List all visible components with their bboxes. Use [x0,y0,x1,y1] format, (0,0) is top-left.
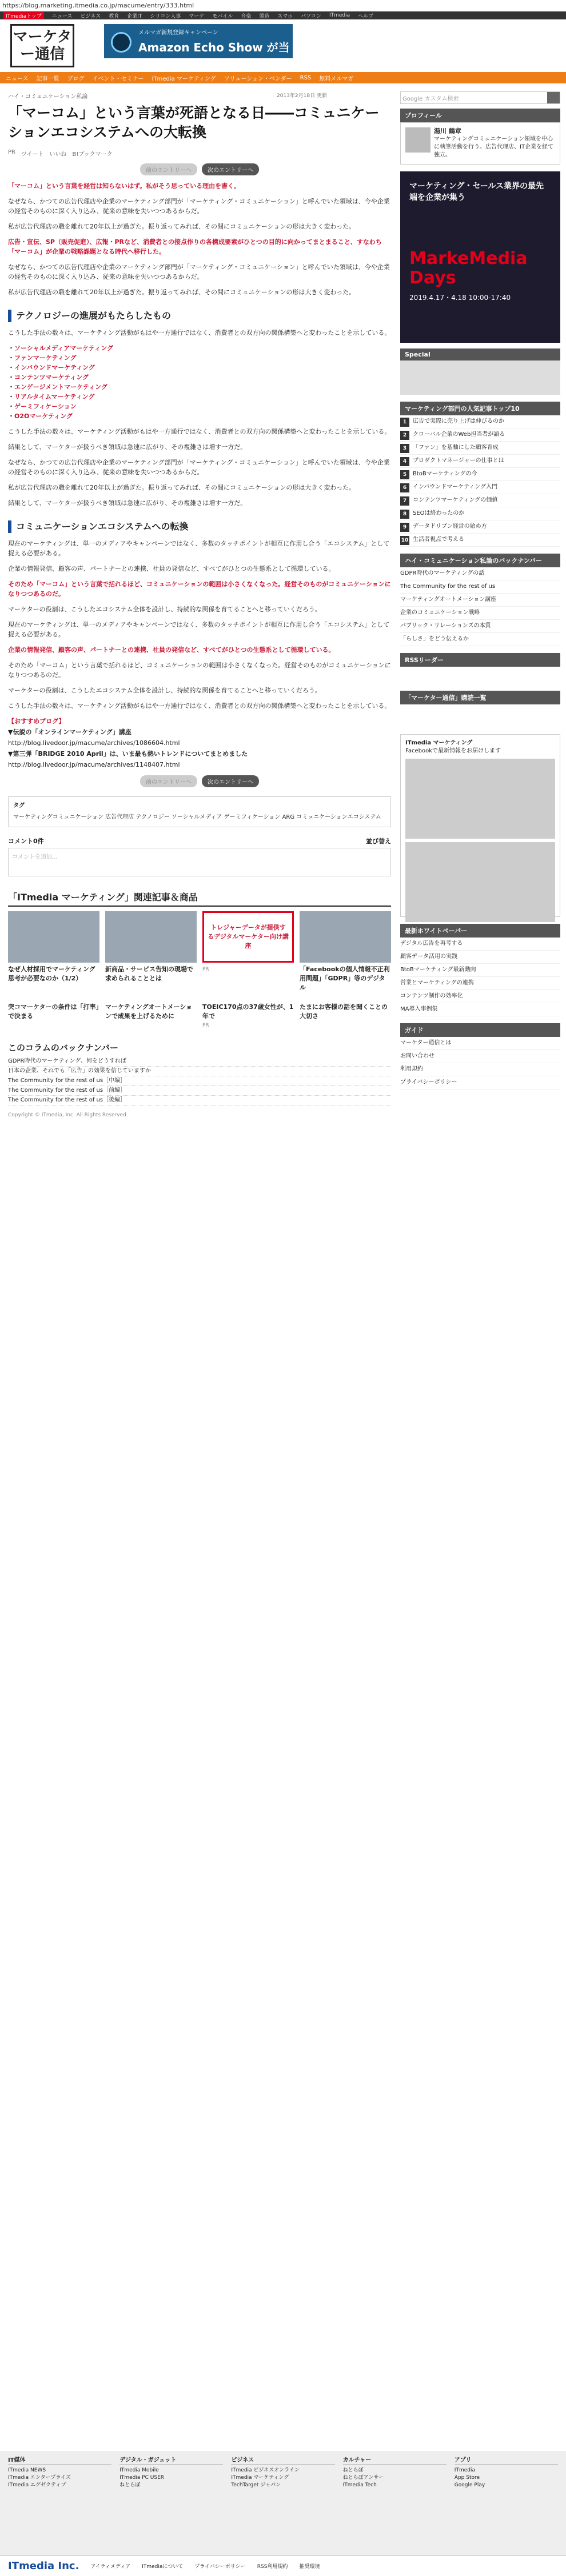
backnumber-item[interactable]: The Community for the rest of us［前編］ [8,1086,391,1096]
search-input[interactable]: Google カスタム検索 [402,96,459,102]
rank-number: 6 [400,483,409,492]
ranking-item[interactable] [400,442,560,455]
masthead [0,19,566,72]
list-item[interactable]: プライバシーポリシー [400,1076,560,1089]
section-nav-item[interactable]: イベント・セミナー [92,75,144,82]
comment-header [8,836,391,846]
prev-entry-button[interactable]: 前のエントリーへ [140,775,197,787]
footer-column [8,2457,111,2489]
footer-bottom-link[interactable]: ITmediaについて [142,2564,184,2570]
guide-box [400,1023,560,1089]
ranking-box [400,402,560,547]
refs-title: 【おすすめブログ】 [8,718,65,725]
sidebar-ad[interactable] [400,171,560,343]
ranking-item[interactable] [400,428,560,442]
footer-link[interactable]: ねとらぼ [119,2482,141,2488]
related-card-title: 「Facebookの個人情報不正利用問題」「GDPR」等のデジタル [300,966,390,991]
body-paragraph: こうした手法の数々は、マーケティング活動がもはや一方通行ではなく、消費者との双方向の関係構築へと変わったことを示している。 [8,329,391,336]
related-grid-2 [8,1003,391,1030]
whitepaper-box [400,924,560,1016]
breadcrumb[interactable]: ハイ・コミュニケーション私論 [8,94,88,100]
section-nav-item[interactable]: RSS [300,74,312,81]
footer-bottom [0,2555,566,2576]
copyright: Copyright © ITmedia, Inc. All Rights Reserved. [8,1112,128,1118]
footer-column [343,2457,447,2489]
column-backnumber-box [400,554,560,646]
ranking-item[interactable] [400,455,560,468]
site-logo[interactable]: マーケター通信 [10,24,74,67]
related-card-source: PR [202,1023,209,1028]
body-paragraph: 企業の情報発信、顧客の声、パートナーとの連携、社員の発信など、すべてがひとつの生態系として循環している。 [8,565,335,572]
related-card-title: TOEIC170点の37歳女性が、1年で [202,1003,294,1020]
top-nav-item[interactable]: ニュース [51,13,73,19]
footer-bottom-link[interactable]: プライバシーポリシー [194,2564,246,2570]
ranking-item[interactable] [400,481,560,494]
ranking-item[interactable] [400,494,560,507]
related-thumb-highlight: トレジャーデータが提供するデジタルマーケター向け講座 [202,911,294,963]
footer-column-title: カルチャー [343,2457,447,2465]
whitepaper-list [400,938,560,1016]
footer-link[interactable]: ITmedia エグゼクティブ [8,2482,66,2488]
list-item[interactable]: お問い合わせ [400,1050,560,1063]
body-paragraph: こうした手法の数々は、マーケティング活動がもはや一方通行ではなく、消費者との双方向の関係構築へと変わったことを示している。 [8,428,391,435]
related-thumb [105,911,197,963]
top-nav [0,11,566,19]
banner-title: Amazon Echo Show が当たる [138,41,290,71]
related-card[interactable] [105,1003,197,1030]
top-nav-item[interactable]: モバイル [212,13,233,19]
section-nav-item[interactable]: 記事一覧 [36,75,59,82]
ranking-title: マーケティング部門の人気記事トップ10 [400,402,560,415]
next-entry-button[interactable]: 次のエントリーへ [202,163,259,175]
column-backnumber-title: ハイ・コミュニケーション私論のバックナンバー [400,554,560,567]
body-paragraph: 現在のマーケティングは、単一のメディアやキャンペーンではなく、多数のタッチポイントが相互に作用し合う「エコシステム」として捉える必要がある。 [8,621,390,638]
avatar [405,127,431,153]
top-nav-item[interactable]: パソコン [301,13,321,19]
footer-link[interactable]: ITmedia マーケティング [231,2475,289,2481]
rss-box [400,653,560,684]
backnumber-title: このコラムのバックナンバー [8,1043,119,1053]
prev-entry-button[interactable]: 前のエントリーへ [140,163,197,175]
body-paragraph: 広告・宣伝、SP（販売促進）、広報・PRなど、消費者との接点作りの各構成要素がひとつの目的に向かってまとまること、すなわち「マーコム」が企業の戦略課題となる時代へ移行した。 [8,238,382,255]
related-card[interactable] [300,911,391,992]
ref-link[interactable]: http://blog.livedoor.jp/macume/archives/1148407.html [8,761,180,768]
lead-paragraph: 「マーコム」という言葉を経営は知らないはず。私がそう思っている理由を書く。 [8,182,240,190]
list-item[interactable]: 顧客データ活用の実践 [400,951,560,964]
ad-title: MarkeMedia Days [409,249,528,288]
top-nav-item[interactable]: 音楽 [241,13,252,19]
comment-sort[interactable]: 並び替え [366,838,391,845]
rank-number: 1 [400,418,409,427]
fb-page-name[interactable]: ITmedia マーケティング [405,740,473,746]
footer-column-title: デジタル・ガジェット [119,2457,223,2465]
column-backnumber-list [400,567,560,646]
related-card-title: なぜ人材採用でマーケティング思考が必要なのか（1/2） [8,966,95,982]
itmedia-logo[interactable]: ITmedia Inc. [8,2560,79,2572]
echo-device-icon [111,32,131,53]
list-item[interactable]: パブリック・リレーションズの本質 [400,620,560,633]
list-item[interactable]: マーケター通信とは [400,1037,560,1050]
footer-column-title: IT媒体 [8,2457,111,2465]
facebook-widget [400,734,560,917]
tag-list[interactable]: マーケティングコミュニケーション 広告代理店 テクノロジー ソーシャルメディア ゲーミフィケーション ARG コミュニケーションエコシステム [13,814,381,820]
backnumber-item[interactable]: The Community for the rest of us［後編］ [8,1096,391,1105]
ref-link[interactable]: http://blog.livedoor.jp/macume/archives/1086604.html [8,739,180,747]
related-card[interactable] [8,1003,99,1030]
technique-list [8,343,391,421]
profile-content [400,122,560,165]
share-bar [8,149,391,158]
top-nav-item[interactable]: ヘルプ [358,13,374,19]
ranking-item-title: 広告で実際に売り上げは伸びるのか [413,418,504,424]
body-paragraph: そのため「マーコム」という言葉で括れるほど、コミュニケーションの範囲は小さくなくなった。経営そのものがコミュニケーションになりつつあるのだ。 [8,580,391,598]
comment-input[interactable]: コメントを追加... [8,848,391,876]
rank-number: 8 [400,510,409,519]
entry-pager-top [8,163,391,175]
section-nav-item[interactable]: ブログ [67,75,85,82]
article-date: 2013年2月18日 更新 [277,93,327,99]
next-entry-button[interactable]: 次のエントリーへ [202,775,259,787]
body-paragraph: マーケターの役割は、こうしたエコシステム全体を設計し、持続的な関係を育てることへと移っていくだろう。 [8,687,321,694]
special-banner[interactable] [400,360,560,395]
list-item: ・ エンゲージメントマーケティング [8,382,391,392]
ranking-item[interactable] [400,415,560,428]
body-paragraph: マーケターの役割は、こうしたエコシステム全体を設計し、持続的な関係を育てることへと移っていくだろう。 [8,606,321,613]
comment-count: コメント0件 [8,838,44,845]
related-card[interactable] [105,911,197,992]
ranking-item-title: 「ファン」を基軸にした顧客育成 [413,444,499,451]
top-banner-ad[interactable] [104,24,293,71]
body-paragraph: 私が広告代理店の職を離れて20年以上が過ぎた。振り返ってみれば、その間にコミュニケーションの形は大きく変わった。 [8,484,356,491]
body-paragraph: 現在のマーケティングは、単一のメディアやキャンペーンではなく、多数のタッチポイントが相互に作用し合う「エコシステム」として捉える必要がある。 [8,540,390,557]
sidebar [400,91,560,1096]
body-paragraph: 私が広告代理店の職を離れて20年以上が過ぎた。振り返ってみれば、その間にコミュニケーションの形は大きく変わった。 [8,289,356,296]
top-nav-item[interactable]: ITmedia [329,13,350,18]
body-paragraph: 結果として、マーケターが扱うべき領域は急速に広がり、その複雑さは増す一方だ。 [8,499,247,507]
list-item[interactable]: GDPR時代のマーケティングの話 [400,567,560,580]
related-card-title: 突コマーケターの条件は「打率」で決まる [8,1003,99,1020]
related-card-title: マーケティングオートメーションで成果を上げるために [105,1003,193,1020]
ranking-item-title: インバウンドマーケティング入門 [413,484,498,490]
profile-text: マーケティングコミュニケーション領域を中心に執筆活動を行う。広告代理店、IT企業を経て独立。 [434,136,554,158]
rank-number: 10 [400,536,409,545]
footer-link[interactable]: ITmedia エンタープライズ [8,2475,71,2481]
footer-bottom-link[interactable]: 推奨環境 [299,2564,320,2570]
section-heading: コミュニケーションエコシステムへの転換 [8,520,391,533]
guide-title: ガイド [400,1023,560,1037]
ranking-item-title: 生活者視点で考える [413,536,464,543]
ad-heading: マーケティング・セールス業界の最先端を企業が集う [409,182,544,202]
ref-title: ▼第三弾「BRIDGE 2010 April」は、いま最も熱いトレンドについてまとめました [8,750,248,758]
list-item: ・ ソーシャルメディアマーケティング [8,343,391,353]
backnumber-item[interactable]: The Community for the rest of us［中編］ [8,1076,391,1086]
footer-link[interactable]: ITmedia [454,2467,475,2473]
pr-label: PR [8,149,15,155]
backnumber-item[interactable]: GDPR時代のマーケティング、何をどうすれば [8,1057,391,1067]
profile-box [400,109,560,165]
related-card-title: 新商品・サービス告知の現場で求められることとは [105,966,193,982]
rss-title: RSSリーダー [400,653,560,667]
footer-link[interactable]: ねとらぼ [342,2467,364,2473]
ad-date: 2019.4.17・4.18 10:00-17:40 [409,294,511,302]
tag-label: タグ [13,803,25,809]
profile-name[interactable]: 湯川 鶴章 [434,127,461,135]
banner-subtitle: メルマガ新規登録キャンペーン [138,30,218,36]
list-item: ・ ゲーミフィケーション [8,402,391,411]
ranking-item[interactable] [400,534,560,547]
list-item: ・ リアルタイムマーケティング [8,392,391,402]
related-card-source: PR [202,967,209,972]
search-box [400,91,560,104]
backnumber-list [8,1057,391,1105]
list-item: ・ ファンマーケティング [8,353,391,363]
list-item[interactable]: MA導入事例集 [400,1003,560,1016]
top-nav-item[interactable]: ビジネス [80,13,101,19]
body-paragraph: 結果として、マーケターが扱うべき領域は急速に広がり、その複雑さは増す一方だ。 [8,443,247,451]
top-nav-item[interactable]: シリコン人事 [150,13,181,19]
special-title: Special [400,348,560,360]
search-button[interactable] [547,92,560,103]
top-nav-item[interactable]: 教育 [109,13,119,19]
top-nav-item[interactable]: スマホ [277,13,293,19]
fb-post-image [405,759,555,839]
list-item[interactable]: BtoBマーケティング最新動向 [400,964,560,977]
related-card[interactable] [202,1003,294,1030]
related-card[interactable] [8,911,99,992]
top-nav-item[interactable]: 企業IT [127,13,142,19]
body-paragraph: こうした手法の数々は、マーケティング活動がもはや一方通行ではなく、消費者との双方向の関係構築へと変わったことを示している。 [8,702,391,710]
related-title: 「ITmedia マーケティング」関連記事＆商品 [8,890,391,907]
footer-link[interactable]: ITmedia Mobile [119,2467,159,2473]
recommended-blogs [8,716,391,770]
fb-text: Facebookで最新情報をお届けします [405,748,501,754]
rss-buttons[interactable] [400,667,560,684]
footer-link[interactable]: TechTarget ジャパン [231,2482,281,2488]
footer-columns [0,2451,566,2495]
rank-number: 9 [400,523,409,532]
footer-bottom-link[interactable]: RSS利用規約 [257,2564,288,2570]
ranking-item[interactable] [400,507,560,520]
fb-post-image [405,842,555,922]
body-paragraph: なぜなら、かつての広告代理店や企業のマーケティング部門が「マーケティング・コミュニケーション」と呼んでいた領域は、今や企業の経営そのものに深く入り込み、従来の意味を失いつつあるからだ。 [8,459,390,476]
top-nav-item[interactable]: ITmediaトップ [3,12,44,19]
mail-links[interactable] [400,704,560,727]
footer-link[interactable]: ITmedia ビジネスオンライン [231,2467,300,2473]
section-nav-item[interactable]: ITmedia マーケティング [152,75,216,82]
list-item[interactable]: 営業とマーケティングの連携 [400,977,560,990]
rank-number: 3 [400,444,409,453]
rank-number: 2 [400,431,409,440]
footer-link[interactable]: ねとらぼアンサー [342,2475,384,2481]
list-item: ・ インバウンドマーケティング [8,363,391,372]
related-grid [8,911,391,992]
body-paragraph: そのため「マーコム」という言葉で括れるほど、コミュニケーションの範囲は小さくなくなった。経営そのものがコミュニケーションになりつつあるのだ。 [8,662,391,679]
list-item: ・ コンテンツマーケティング [8,372,391,382]
body-paragraph: なぜなら、かつての広告代理店や企業のマーケティング部門が「マーケティング・コミュニケーション」と呼んでいた領域は、今や企業の経営そのものに深く入り込み、従来の意味を失いつつあるからだ。 [8,263,390,281]
footer-link[interactable]: Google Play [454,2482,485,2488]
body-paragraph: 企業の情報発信、顧客の声、パートナーとの連携、社員の発信など、すべてがひとつの生態系として循環している。 [8,646,335,654]
ranking-item-title: クローバル企業のWeb担当者が語る [413,431,505,438]
list-item[interactable]: 利用規約 [400,1063,560,1076]
footer-column [455,2457,558,2489]
footer-column [231,2457,334,2489]
ranking-item-title: コンテンツマーケティングの価値 [413,497,498,503]
ranking-item-title: SEOは終わったのか [413,510,465,516]
footer-bottom-link[interactable]: アイティメディア [90,2564,131,2570]
section-nav-item[interactable]: ソリューション・ベンダー [224,75,292,82]
mail-title: 「マーケター通信」購読一覧 [400,691,560,704]
special-box [400,348,560,395]
main-content [8,91,391,1118]
list-item[interactable]: コンテンツ制作の効率化 [400,990,560,1003]
footer-column-title: ビジネス [231,2457,334,2465]
whitepaper-title: 最新ホワイトペーパー [400,924,560,938]
ranking-item-title: BtoBマーケティングの今 [413,471,477,477]
section-nav [0,72,566,83]
article-body [8,181,391,770]
tweet-button[interactable]: ツイート [21,151,44,158]
footer-link[interactable]: ITmedia PC USER [119,2475,165,2481]
related-card-title: たまにお客様の話を聞くことの大切さ [300,1003,388,1020]
ranking-item[interactable] [400,520,560,534]
rank-number: 7 [400,496,409,506]
top-nav-item[interactable]: 製造 [259,13,270,19]
list-item[interactable]: デジタル広告を再考する [400,938,560,951]
footer [0,2451,566,2576]
footer-column-title: アプリ [455,2457,558,2465]
list-item: ・ O2Oマーケティング [8,411,391,421]
tag-box [8,796,391,827]
section-nav-item[interactable]: ニュース [6,75,29,82]
entry-pager-bottom [8,775,391,787]
article-title: 「マーコム」という言葉が死語となる日――コミュニケーションエコシステムへの大転換 [8,105,380,141]
related-thumb [300,911,391,963]
profile-title: プロフィール [400,109,560,122]
list-item[interactable]: The Community for the rest of us [400,580,560,594]
ref-title: ▼伝説の「オンラインマーケティング」講座 [8,728,131,736]
ranking-item[interactable] [400,468,560,481]
body-paragraph: なぜなら、かつての広告代理店や企業のマーケティング部門が「マーケティング・コミュニケーション」と呼んでいた領域は、今や企業の経営そのものに深く入り込み、従来の意味を失いつつあるからだ。 [8,198,390,215]
like-button[interactable]: いいね [49,151,67,158]
ranking-item-title: プロダクトマネージャーの仕事とは [413,458,504,464]
rank-number: 4 [400,457,409,466]
ranking-item-title: データドリブン経営の始め方 [413,523,487,530]
body-paragraph: 私が広告代理店の職を離れて20年以上が過ぎた。振り返ってみれば、その間にコミュニケーションの形は大きく変わった。 [8,223,356,230]
footer-link[interactable]: App Store [454,2475,480,2481]
ranking-list [400,415,560,547]
bookmark-button[interactable]: B!ブックマーク [72,151,113,158]
related-card-highlight[interactable] [202,911,294,992]
url-bar[interactable]: https://blog.marketing.itmedia.co.jp/macume/entry/333.html [0,0,566,11]
backnumber-item[interactable]: 日本の企業、それでも「広告」の効果を信じていますか [8,1067,391,1076]
section-nav-item[interactable]: 無料メルマガ [319,75,354,82]
list-item[interactable]: 「らしさ」をどう伝えるか [400,633,560,646]
guide-list [400,1037,560,1089]
mail-box [400,691,560,727]
section-heading: テクノロジーの進展がもたらしたもの [8,310,391,322]
list-item[interactable]: マーケティングオートメーション講座 [400,594,560,607]
footer-column [119,2457,223,2489]
related-card[interactable] [300,1003,391,1030]
list-item[interactable]: 企業のコミュニケーション戦略 [400,607,560,620]
footer-link[interactable]: ITmedia Tech [342,2482,377,2488]
top-nav-item[interactable]: マーケ [189,13,205,19]
rank-number: 5 [400,470,409,479]
footer-link[interactable]: ITmedia NEWS [8,2467,46,2473]
related-thumb [8,911,99,963]
